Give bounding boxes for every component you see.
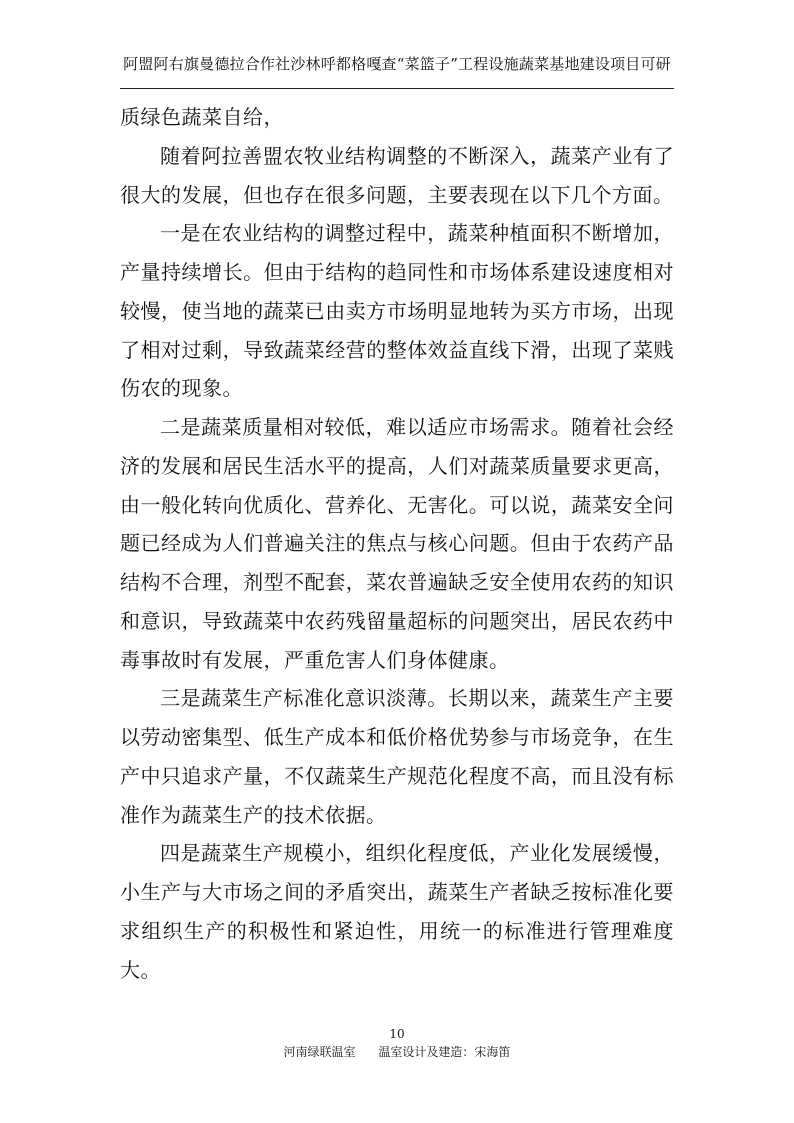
header-divider — [120, 88, 674, 89]
running-header: 阿盟阿右旗曼德拉合作社沙林呼都格嘎查“菜篮子”工程设施蔬菜基地建设项目可研 — [123, 55, 671, 73]
paragraph-point-three: 三是蔬菜生产标准化意识淡薄。长期以来，蔬菜生产主要以劳动密集型、低生产成本和低价格优势参与市场竞争，在生产中只追求产量，不仅蔬菜生产规范化程度不高，而且没有标准作为蔬菜生产的技术依据。 — [120, 686, 674, 827]
document-body — [120, 98, 674, 989]
page-number: 10 — [389, 1027, 405, 1041]
paragraph-intro: 随着阿拉善盟农牧业结构调整的不断深入，蔬菜产业有了很大的发展，但也存在很多问题，主要表现在以下几个方面。 — [120, 143, 674, 207]
paragraph-continuation: 质绿色蔬菜自给， — [120, 105, 284, 129]
paragraph-point-one: 一是在农业结构的调整过程中，蔬菜种植面积不断增加，产量持续增长。但由于结构的趋同性和市场体系建设速度相对较慢，使当地的蔬菜已由卖方市场明显地转为买方市场，出现了相对过剩，导致蔬菜经营的整体效益直线下滑，出现了菜贱伤农的现象。 — [120, 221, 674, 401]
paragraph-point-four: 四是蔬菜生产规模小，组织化程度低，产业化发展缓慢，小生产与大市场之间的矛盾突出，蔬菜生产者缺乏按标准化要求组织生产的积极性和紧迫性，用统一的标准进行管理难度大。 — [120, 841, 674, 982]
paragraph-point-two: 二是蔬菜质量相对较低，难以适应市场需求。随着社会经济的发展和居民生活水平的提高，人们对蔬菜质量要求更高，由一般化转向优质化、营养化、无害化。可以说，蔬菜安全问题已经成为人们普遍关注的焦点与核心问题。但由于农药产品结构不合理，剂型不配套，菜农普遍缺乏安全使用农药的知识和意识，导致蔬菜中农药残留量超标的问题突出，居民农药中毒事故时有发展，严重危害人们身体健康。 — [120, 415, 674, 672]
footer-credit: 河南绿联温室 温室设计及建造：宋海笛 — [283, 1045, 511, 1059]
